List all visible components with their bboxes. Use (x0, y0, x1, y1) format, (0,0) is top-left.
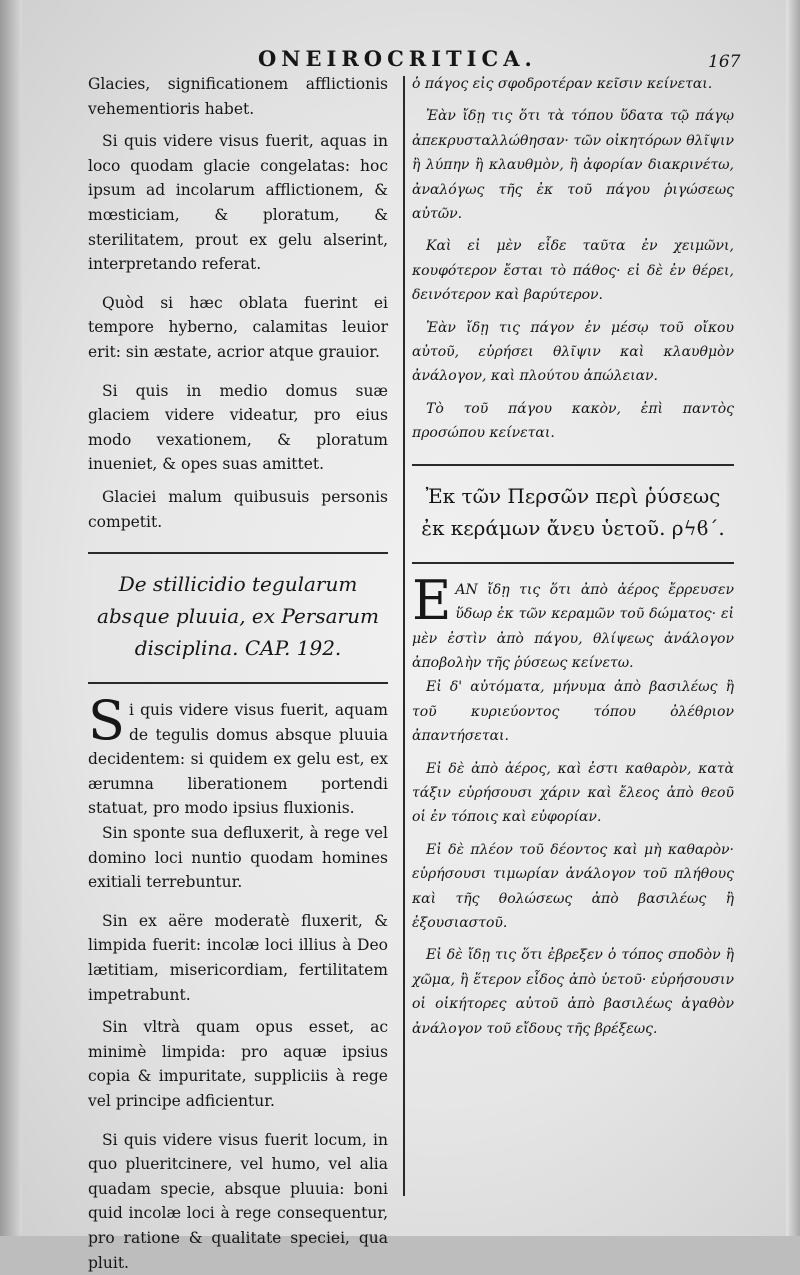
latin-paragraph: Sin sponte sua defluxerit, à rege vel domino loci nuntio quodam homines exitiali terrebuntur. (88, 824, 388, 892)
page-number: 167 (708, 52, 741, 72)
greek-column (412, 72, 734, 1041)
latin-column (88, 72, 388, 1275)
latin-paragraph: Si quis videre visus fuerit, aquas in loco quodam glacie congelatas: hoc ipsum ad incolarum afflictionem, & mœsticiam, & ploratum, & sterilitatem, prout ex gelu alserint, interpretando referat. (88, 132, 388, 274)
section-rule (412, 562, 734, 564)
section-rule (88, 682, 388, 684)
running-head: ONEIROCRITICA. (258, 46, 537, 71)
chapter-heading-latin: De stillicidio tegularum absque pluuia, ex Persarum disciplina. CAP. 192. (97, 572, 379, 661)
page-edge-left (0, 0, 22, 1236)
chapter-heading-greek: Ἐκ τῶν Περσῶν περὶ ῥύσεως ἐκ κεράμων ἄνευ ὑετοῦ. ρϟϐ΄. (421, 483, 725, 540)
greek-paragraph: Εἰ δὲ ἀπὸ ἀέρος, καὶ ἐστι καθαρὸν, κατὰ τάξιν εὑρήσουσι χάριν καὶ ἔλεος ἀπὸ θεοῦ οἱ ἐν τόποις καὶ εὐφορίαν. (412, 760, 734, 826)
latin-paragraph: Glacies, significationem afflictionis vehementioris habet. (88, 75, 388, 118)
latin-paragraph: Si quis in medio domus suæ glaciem videre videatur, pro eius modo vexationem, & ploratum inueniet, & opes suas amittet. (88, 381, 388, 474)
greek-paragraph: Καὶ εἰ μὲν εἶδε ταῦτα ἐν χειμῶνι, κουφότερον ἔσται τὸ πάθος· εἰ δὲ ἐν θέρει, δεινότερον καὶ βαρύτερον. (412, 238, 734, 304)
greek-paragraph: Εἰ δὲ ἴδῃ τις ὅτι ἐβρεξεν ὁ τόπος σποδὸν ἢ χῶμα, ἢ ἕτερον εἶδος ἀπὸ ὑετοῦ· εὑρήσουσιν οἱ οἰκήτορες αὐτοῦ ἀπὸ βασιλέως ἀγαθὸν ἀνάλογον τοῦ εἴδους τῆς βρέξεως. (412, 947, 734, 1037)
latin-paragraph: Glaciei malum quibusuis personis competit. (88, 487, 388, 531)
greek-paragraph: ὁ πάγος εἰς σφοδροτέραν κεῖσιν κείνεται. (412, 76, 713, 92)
greek-paragraph: Τὸ τοῦ πάγου κακὸν, ἐπὶ παντὸς προσώπου κείνεται. (412, 400, 734, 442)
greek-paragraph: Εἰ δὲ πλέον τοῦ δέοντος καὶ μὴ καθαρὸν· εὑρήσουσι τιμωρίαν ἀνάλογον τοῦ πλήθους καὶ τῆς θολώσεως ἀπὸ βασιλέως ἢ ἐξουσιαστοῦ. (412, 841, 734, 931)
section-rule (88, 552, 388, 554)
page-edge-right (786, 0, 800, 1236)
greek-paragraph: ΕΑΝ ἴδῃ τις ὅτι ἀπὸ ἀέρος ἔρρευσεν ὕδωρ ἐκ τῶν κεραμῶν τοῦ δώματος· εἰ μὲν ἐστὶν ἀπὸ πάγου, θλίψεως ἀνάλογον ἀποβολὴν τῆς ῥύσεως κείνετω. (412, 568, 734, 671)
section-rule (412, 464, 734, 466)
latin-paragraph: Quòd si hæc oblata fuerint ei tempore hyberno, calamitas leuior erit: sin æstate, acrior atque grauior. (88, 293, 388, 361)
greek-paragraph: Ἐὰν ἴδῃ τις ὅτι τὰ τόπου ὕδατα τῷ πάγῳ ἀπεκρυσταλλώθησαν· τῶν οἰκητόρων θλῖψιν ἢ λύπην ἢ κλαυθμὸν, ἢ ἀφορίαν διακρινέτω, ἀναλόγως τῆς ἐκ τοῦ πάγου ῥιγώσεως αὐτῶν. (412, 108, 734, 223)
greek-paragraph: Εἰ δ' αὐτόματα, μήνυμα ἀπὸ βασιλέως ἢ τοῦ κυριεύοντος τόπου ὀλέθριον ἀπαντήσεται. (412, 679, 734, 745)
column-divider (403, 76, 405, 1196)
latin-paragraph: Si quis videre visus fuerit, aquam de tegulis domus absque pluuia decidentem: si quidem ex gelu est, ex ærumna liberationem portendi statuat, pro modo ipsius fluxionis. (88, 689, 388, 818)
greek-paragraph: Ἐὰν ἴδῃ τις πάγον ἐν μέσῳ τοῦ οἴκου αὐτοῦ, εὑρήσει θλῖψιν καὶ κλαυθμὸν ἀνάλογον, καὶ πλούτου ἀπώλειαν. (412, 319, 734, 385)
latin-paragraph: Sin ex aëre moderatè fluxerit, & limpida fuerit: incolæ loci illius à Deo lætitiam, misericordiam, fertilitatem impetrabunt. (88, 911, 388, 1004)
latin-paragraph: Sin vltrà quam opus esset, ac minimè limpida: pro aquæ ipsius copia & impuritate, suppliciis à rege vel principe adficientur. (88, 1018, 388, 1110)
latin-paragraph: Si quis videre visus fuerit locum, in quo plueritcinere, vel humo, vel alia quadam specie, absque pluuia: boni quid incolæ loci à rege consequentur, pro ratione & qualitate speciei, qua pluit. (88, 1130, 388, 1272)
